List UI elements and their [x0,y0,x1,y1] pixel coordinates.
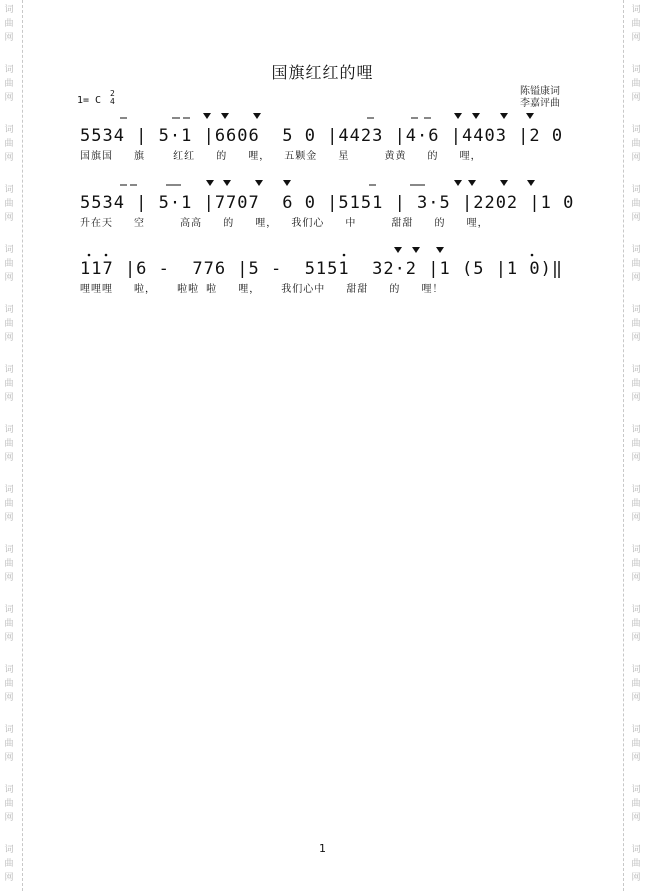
watermark-char: 曲 [4,199,14,209]
watermark-char: 网 [4,693,14,703]
staff-lyrics: 升在天 空 高高 的 哩， 我们心 中 甜甜 的 哩， [80,218,489,229]
watermark-char: 网 [631,33,641,43]
watermark-char: 网 [631,513,641,523]
watermark-char: 词 [4,185,14,195]
composer-credit: 李嘉评曲 [520,98,560,109]
watermark-char: 网 [4,273,14,283]
watermark-char: 曲 [4,859,14,869]
watermark-char: 曲 [631,739,641,749]
watermark-char: 曲 [631,379,641,389]
page-number: 1 [319,842,326,855]
staff-lyrics: 哩哩哩 啦， 啦啦 啦 哩， 我们心中 甜甜 的 哩！ [80,284,444,295]
watermark-char: 曲 [631,199,641,209]
watermark-char: 曲 [631,259,641,269]
watermark-char: 词 [631,365,641,375]
watermark-char: 网 [631,693,641,703]
accent-marks [0,109,645,129]
watermark-char: 曲 [631,19,641,29]
watermark-char: 词 [4,245,14,255]
watermark-char: 词 [631,125,641,135]
watermark-char: 网 [631,273,641,283]
watermark-char: 词 [4,545,14,555]
watermark-char: 曲 [4,439,14,449]
high-octave-dot [343,254,346,257]
watermark-char: 曲 [4,19,14,29]
watermark-char: 网 [4,453,14,463]
watermark-char: 词 [4,665,14,675]
watermark-char: 网 [4,93,14,103]
watermark-char: 网 [631,813,641,823]
watermark-char: 曲 [631,439,641,449]
watermark-char: 网 [4,753,14,763]
watermark-char: 网 [4,333,14,343]
watermark-char: 曲 [631,859,641,869]
watermark-char: 曲 [631,799,641,809]
watermark-char: 网 [631,153,641,163]
watermark-char: 曲 [4,259,14,269]
watermark-char: 词 [631,665,641,675]
staff-notes: 5534 | 5·1 |7707 6 0 |5151 | 3·5 |2202 |1 0 [80,193,575,213]
watermark-char: 曲 [4,319,14,329]
watermark-char: 网 [4,873,14,883]
watermark-char: 曲 [4,139,14,149]
watermark-char: 词 [4,365,14,375]
watermark-char: 词 [631,725,641,735]
high-octave-dot [105,254,108,257]
watermark-char: 曲 [631,619,641,629]
watermark-char: 词 [631,65,641,75]
watermark-char: 网 [631,573,641,583]
staff-lyrics: 国旗国 旗 红红 的 哩， 五颗金 星 黄黄 的 哩， [80,151,482,162]
watermark-char: 曲 [4,499,14,509]
watermark-char: 词 [631,245,641,255]
watermark-char: 词 [631,545,641,555]
accent-marks [0,176,645,196]
watermark-char: 词 [631,425,641,435]
watermark-char: 网 [631,393,641,403]
watermark-char: 曲 [4,679,14,689]
watermark-char: 词 [4,845,14,855]
watermark-char: 网 [4,633,14,643]
staff-notes: 5534 | 5·1 |6606 5 0 |4423 |4·6 |4403 |2 0 [80,126,564,146]
watermark-char: 网 [4,813,14,823]
watermark-char: 词 [631,845,641,855]
staff-notes: 117 |6 - 776 |5 - 5151 32·2 |1 (5 |1 0)‖ [80,259,564,279]
watermark-char: 网 [631,873,641,883]
watermark-char: 词 [4,305,14,315]
watermark-char: 词 [4,725,14,735]
watermark-char: 词 [4,65,14,75]
time-signature-denominator: 4 [110,97,115,106]
time-signature [110,90,115,106]
watermark-char: 词 [4,5,14,15]
watermark-char: 网 [4,513,14,523]
accent-marks [0,242,645,262]
watermark-char: 词 [4,485,14,495]
watermark-char: 网 [4,213,14,223]
watermark-char: 曲 [4,619,14,629]
watermark-char: 网 [4,393,14,403]
watermark-char: 词 [631,605,641,615]
watermark-char: 词 [631,305,641,315]
watermark-char: 曲 [631,679,641,689]
watermark-char: 网 [631,213,641,223]
watermark-char: 网 [631,333,641,343]
watermark-char: 词 [631,485,641,495]
high-octave-dot [88,254,91,257]
watermark-char: 词 [4,425,14,435]
time-signature-numerator: 2 [110,89,115,98]
song-title: 国旗红红的哩 [271,63,374,82]
watermark-char: 曲 [631,559,641,569]
watermark-char: 词 [631,785,641,795]
key-signature: 1= C [77,95,102,106]
watermark-char: 曲 [631,139,641,149]
credits [520,86,560,110]
watermark-char: 词 [631,185,641,195]
high-octave-dot [531,254,534,257]
watermark-char: 曲 [4,739,14,749]
watermark-char: 词 [4,605,14,615]
watermark-char: 曲 [4,79,14,89]
watermark-char: 网 [631,93,641,103]
watermark-char: 网 [4,573,14,583]
watermark-char: 网 [4,33,14,43]
watermark-char: 网 [631,453,641,463]
watermark-char: 曲 [631,79,641,89]
watermark-char: 曲 [631,499,641,509]
watermark-char: 网 [631,633,641,643]
watermark-char: 网 [4,153,14,163]
watermark-char: 词 [4,125,14,135]
staff-3 [0,258,645,328]
watermark-char: 曲 [4,379,14,389]
watermark-char: 网 [631,753,641,763]
watermark-char: 词 [631,5,641,15]
watermark-char: 曲 [631,319,641,329]
watermark-char: 曲 [4,559,14,569]
lyricist-credit: 陈镒康词 [520,86,560,97]
watermark-char: 词 [4,785,14,795]
watermark-char: 曲 [4,799,14,809]
